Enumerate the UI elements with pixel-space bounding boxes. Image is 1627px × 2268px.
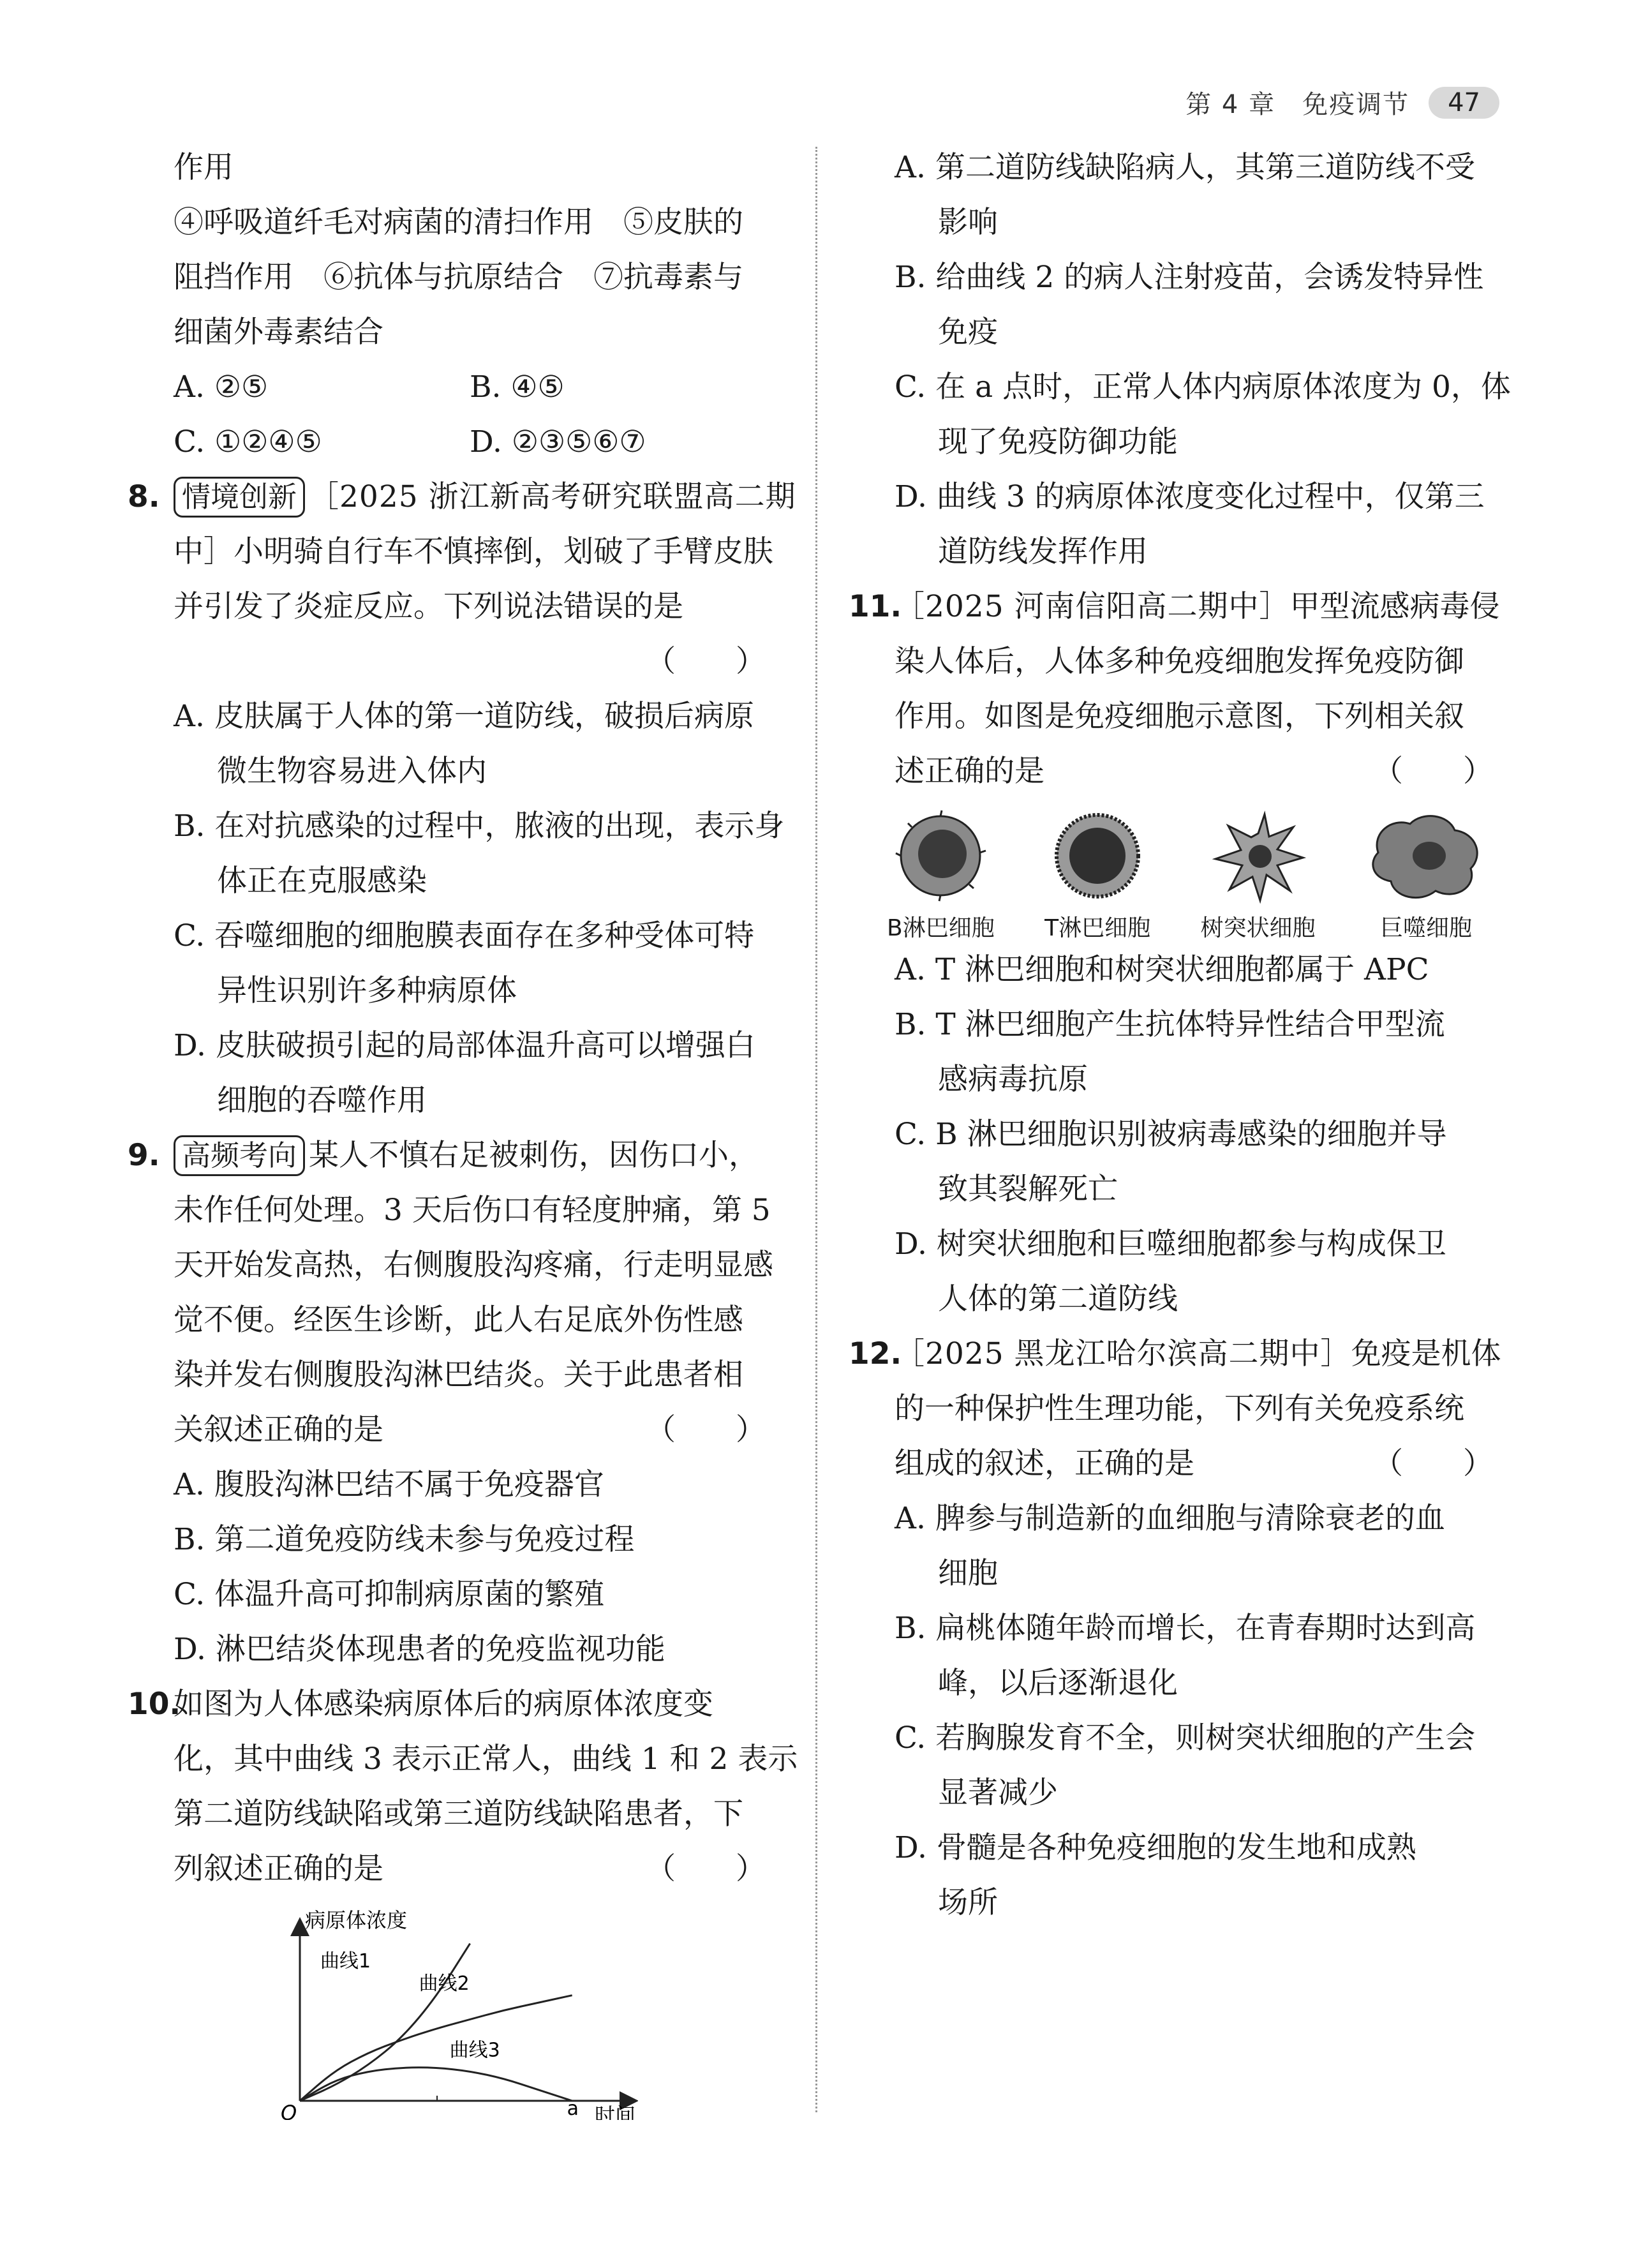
column-divider xyxy=(815,147,817,2112)
x-axis-label: 时间 xyxy=(595,2103,636,2120)
q9-option-b[interactable]: B. 第二道免疫防线未参与免疫过程 xyxy=(174,1522,635,1557)
q11-option-c-cont: 致其裂解死亡 xyxy=(938,1172,1118,1207)
series-label-3: 曲线3 xyxy=(449,2039,500,2062)
q10-option-a[interactable]: A. 第二道防线缺陷病人，其第三道防线不受 xyxy=(895,150,1475,185)
q11-option-c[interactable]: C. B 淋巴细胞识别被病毒感染的细胞并导 xyxy=(895,1117,1447,1152)
left-column xyxy=(128,140,798,2123)
q10-number: 10. xyxy=(128,1687,181,1722)
q7-option-b[interactable]: B. ④⑤ xyxy=(470,369,565,405)
q11-number: 11. xyxy=(849,589,902,624)
q10-answer-blank[interactable]: （ ） xyxy=(646,1851,766,1886)
q11-stem-line: 作用。如图是免疫细胞示意图，下列相关叙 xyxy=(895,699,1464,734)
q8-option-c-cont: 异性识别许多种病原体 xyxy=(217,973,517,1008)
series-layer xyxy=(300,1944,572,2101)
q9-stem-line: 未作任何处理。3 天后伤口有轻度肿痛，第 5 xyxy=(174,1193,771,1228)
q12-number: 12. xyxy=(849,1336,902,1371)
q9-last-line xyxy=(128,1403,766,1458)
q9-option-a[interactable]: A. 腹股沟淋巴结不属于免疫器官 xyxy=(174,1467,604,1502)
q12-stem-line: 的一种保护性生理功能，下列有关免疫系统 xyxy=(895,1391,1464,1426)
q8-option-a-cont: 微生物容易进入体内 xyxy=(217,754,487,789)
q7-text-line: ④呼吸道纤毛对病菌的清扫作用 ⑤皮肤的 xyxy=(174,205,743,240)
t-lymphocyte-icon xyxy=(1050,808,1145,904)
t-lymphocyte xyxy=(1044,808,1150,943)
q11-source: ［2025 河南信阳高二期中］ xyxy=(895,589,1290,624)
q12-option-a-cont: 细胞 xyxy=(938,1556,998,1591)
series-label-2: 曲线2 xyxy=(419,1973,470,1995)
b-lymphocyte xyxy=(887,808,995,943)
q10-stem-end: 列叙述正确的是 xyxy=(174,1851,383,1886)
q12-first-line xyxy=(849,1327,1501,1382)
q12-answer-blank[interactable]: （ ） xyxy=(1373,1446,1493,1481)
pathogen-concentration-chart xyxy=(281,1909,766,2123)
series-line-2 xyxy=(300,1996,572,2101)
q11-option-b[interactable]: B. T 淋巴细胞产生抗体特异性结合甲型流 xyxy=(895,1007,1445,1042)
b-lymphocyte-label: B淋巴细胞 xyxy=(887,915,995,941)
q11-stem-end: 述正确的是 xyxy=(895,754,1044,789)
q12-option-a[interactable]: A. 脾参与制造新的血细胞与清除衰老的血 xyxy=(895,1501,1445,1536)
b-lymphocyte-icon xyxy=(893,808,988,904)
q7-text-line: 细菌外毒素结合 xyxy=(174,315,383,350)
q10-stem-line: 化，其中曲线 3 表示正常人，曲线 1 和 2 表示 xyxy=(174,1742,798,1777)
q10-first-line xyxy=(128,1677,766,1732)
q7-option-d[interactable]: D. ②③⑤⑥⑦ xyxy=(470,424,646,459)
q10-option-c[interactable]: C. 在 a 点时，正常人体内病原体浓度为 0，体 xyxy=(895,369,1511,405)
q9-number: 9. xyxy=(128,1138,160,1173)
q11-option-a[interactable]: A. T 淋巴细胞和树突状细胞都属于 APC xyxy=(895,952,1429,987)
q7-options-row xyxy=(128,360,766,415)
q12-option-d[interactable]: D. 骨髓是各种免疫细胞的发生地和成熟 xyxy=(895,1830,1416,1865)
q12-option-c[interactable]: C. 若胸腺发育不全，则树突状细胞的产生会 xyxy=(895,1720,1476,1756)
q11-option-d-cont: 人体的第二道防线 xyxy=(938,1281,1178,1317)
q7-text-line: 作用 xyxy=(174,150,234,185)
q12-source: ［2025 黑龙江哈尔滨高二期中］ xyxy=(895,1336,1351,1371)
t-lymphocyte-label: T淋巴细胞 xyxy=(1044,915,1151,941)
q12-stem-end: 组成的叙述，正确的是 xyxy=(895,1446,1194,1481)
q10-option-d-cont: 道防线发挥作用 xyxy=(938,534,1148,569)
q11-answer-blank[interactable]: （ ） xyxy=(1373,754,1493,789)
q10-option-a-cont: 影响 xyxy=(938,205,998,240)
q8-first-line xyxy=(128,470,796,525)
q9-stem-end: 关叙述正确的是 xyxy=(174,1412,383,1447)
q11-stem-line: 染人体后，人体多种免疫细胞发挥免疫防御 xyxy=(895,644,1464,679)
right-column xyxy=(849,140,1511,1930)
q8-stem-line: 中］小明骑自行车不慎摔倒，划破了手臂皮肤 xyxy=(174,534,773,569)
q8-stem-line: 并引发了炎症反应。下列说法错误的是 xyxy=(174,589,683,624)
q8-answer-line xyxy=(128,634,766,689)
q12-option-d-cont: 场所 xyxy=(938,1885,998,1920)
q8-option-b[interactable]: B. 在对抗感染的过程中，脓液的出现，表示身 xyxy=(174,809,785,844)
q11-first-line xyxy=(849,579,1500,634)
q12-option-b[interactable]: B. 扁桃体随年龄而增长，在青春期时达到高 xyxy=(895,1611,1476,1646)
q10-stem-start: 如图为人体感染病原体后的病原体浓度变 xyxy=(174,1687,713,1722)
origin-label: O xyxy=(281,2101,297,2120)
q8-option-a[interactable]: A. 皮肤属于人体的第一道防线，破损后病原 xyxy=(174,699,754,734)
immune-cells-figure xyxy=(887,808,1487,943)
q9-stem-start: 某人不慎右足被刺伤，因伤口小， xyxy=(309,1138,759,1173)
series-label-1: 曲线1 xyxy=(320,1950,371,1973)
q12-last-line xyxy=(849,1436,1493,1491)
q8-number: 8. xyxy=(128,479,160,514)
q9-stem-line: 觉不便。经医生诊断，此人右足底外伤性感 xyxy=(174,1302,743,1338)
macrophage-label: 巨噬细胞 xyxy=(1379,915,1472,941)
page-number: 47 xyxy=(1429,87,1499,119)
q9-first-line xyxy=(128,1128,766,1183)
q7-option-c[interactable]: C. ①②④⑤ xyxy=(174,424,322,459)
q11-last-line xyxy=(849,744,1493,799)
q9-stem-line: 染并发右侧腹股沟淋巴结炎。关于此患者相 xyxy=(174,1357,743,1392)
dendritic-cell-icon xyxy=(1210,808,1306,904)
y-axis-label: 病原体浓度 xyxy=(305,1909,408,1932)
q7-option-a[interactable]: A. ②⑤ xyxy=(174,369,269,405)
q9-stem-line: 天开始发高热，右侧腹股沟疼痛，行走明显感 xyxy=(174,1248,773,1283)
q8-answer-blank[interactable]: （ ） xyxy=(646,644,766,679)
q12-option-c-cont: 显著减少 xyxy=(938,1775,1058,1810)
macrophage xyxy=(1365,808,1487,943)
q10-stem-line: 第二道防线缺陷或第三道防线缺陷患者，下 xyxy=(174,1796,743,1832)
q10-option-c-cont: 现了免疫防御功能 xyxy=(938,424,1178,459)
q8-tag: 情境创新 xyxy=(174,477,305,518)
q10-option-b[interactable]: B. 给曲线 2 的病人注射疫苗，会诱发特异性 xyxy=(895,260,1484,295)
chart-svg xyxy=(281,1909,638,2120)
q11-option-d[interactable]: D. 树突状细胞和巨噬细胞都参与构成保卫 xyxy=(895,1227,1446,1262)
q7-options-row xyxy=(128,415,766,470)
q10-option-d[interactable]: D. 曲线 3 的病原体浓度变化过程中，仅第三 xyxy=(895,479,1485,514)
q9-tag: 高频考向 xyxy=(174,1135,305,1176)
q9-option-c[interactable]: C. 体温升高可抑制病原菌的繁殖 xyxy=(174,1577,605,1612)
dendritic-cell-label: 树突状细胞 xyxy=(1200,915,1316,941)
series-line-3 xyxy=(300,2068,572,2101)
q7-text-line: 阻挡作用 ⑥抗体与抗原结合 ⑦抗毒素与 xyxy=(174,260,743,295)
q9-option-d[interactable]: D. 淋巴结炎体现患者的免疫监视功能 xyxy=(174,1632,665,1667)
q8-option-b-cont: 体正在克服感染 xyxy=(217,863,427,899)
q10-last-line xyxy=(128,1842,766,1897)
q12-option-b-cont: 峰，以后逐渐退化 xyxy=(938,1666,1178,1701)
macrophage-icon xyxy=(1365,808,1487,904)
chapter-title: 第 4 章 免疫调节 xyxy=(1185,90,1410,119)
q11-option-b-cont: 感病毒抗原 xyxy=(938,1062,1088,1097)
dendritic-cell xyxy=(1201,808,1316,943)
page-header xyxy=(1185,84,1499,121)
q9-answer-blank[interactable]: （ ） xyxy=(646,1412,766,1447)
x-marker-a-label: a xyxy=(567,2098,579,2120)
q11-stem-start: 甲型流感病毒侵 xyxy=(1289,589,1500,624)
q8-option-d-cont: 细胞的吞噬作用 xyxy=(217,1083,427,1118)
q10-option-b-cont: 免疫 xyxy=(938,315,998,350)
q12-stem-start: 免疫是机体 xyxy=(1351,1336,1501,1371)
q8-source: ［2025 浙江新高考研究联盟高二期 xyxy=(309,479,796,514)
q8-option-c[interactable]: C. 吞噬细胞的细胞膜表面存在多种受体可特 xyxy=(174,918,755,953)
q8-option-d[interactable]: D. 皮肤破损引起的局部体温升高可以增强白 xyxy=(174,1028,755,1063)
